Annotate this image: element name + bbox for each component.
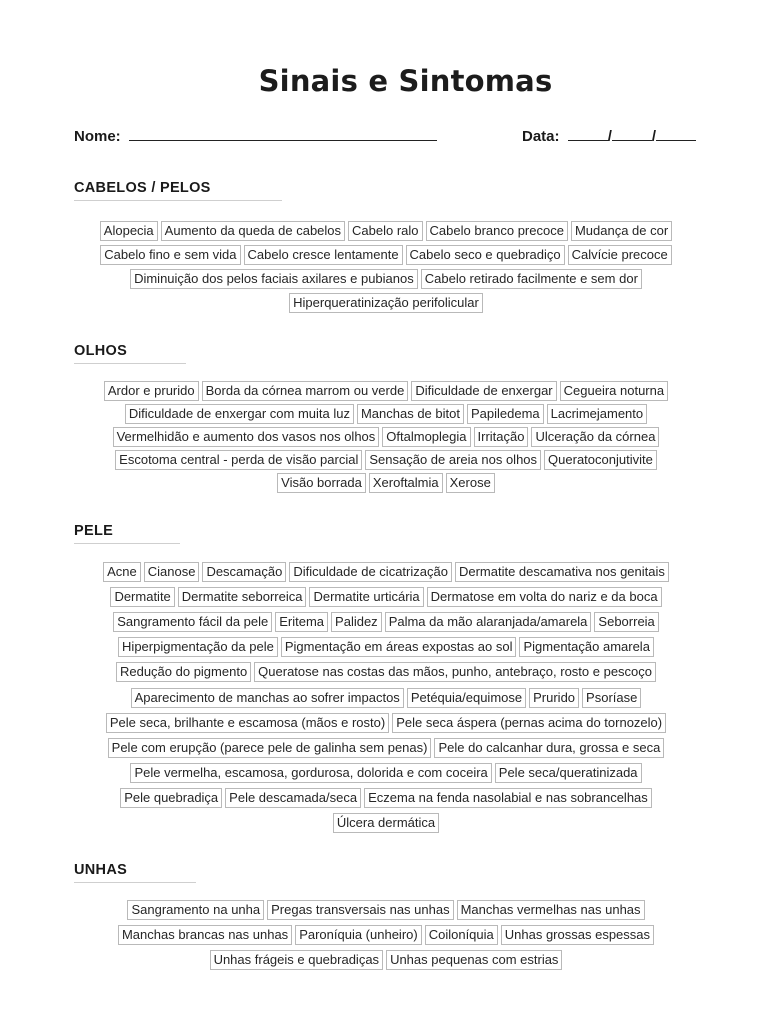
symptom-row bbox=[66, 243, 706, 267]
date-field[interactable] bbox=[522, 126, 696, 145]
symptom-chip[interactable]: Úlcera dermática bbox=[333, 813, 439, 833]
date-year-line[interactable] bbox=[656, 126, 696, 141]
symptom-chip[interactable]: Prurido bbox=[529, 688, 579, 708]
date-separator: / bbox=[651, 128, 657, 145]
symptom-chip[interactable]: Cegueira noturna bbox=[560, 381, 668, 401]
symptom-chip[interactable]: Unhas grossas espessas bbox=[501, 925, 654, 945]
section-divider bbox=[74, 882, 196, 883]
symptom-chip[interactable]: Vermelhidão e aumento dos vasos nos olhos bbox=[113, 427, 380, 447]
date-day-line[interactable] bbox=[568, 126, 608, 141]
symptom-chip[interactable]: Xeroftalmia bbox=[369, 473, 443, 493]
section-title-olhos: OLHOS bbox=[74, 343, 128, 359]
section-title-cabelos: CABELOS / PELOS bbox=[74, 180, 211, 196]
symptom-chip[interactable]: Hiperpigmentação da pele bbox=[118, 637, 278, 657]
symptom-chip[interactable]: Calvície precoce bbox=[568, 245, 672, 265]
symptom-chip[interactable]: Diminuição dos pelos faciais axilares e pubianos bbox=[130, 269, 418, 289]
symptom-chip[interactable]: Sangramento na unha bbox=[127, 900, 264, 920]
symptom-chip[interactable]: Cianose bbox=[144, 562, 200, 582]
section-unhas-items bbox=[66, 897, 706, 972]
symptom-chip[interactable]: Dermatite descamativa nos genitais bbox=[455, 562, 669, 582]
symptom-chip[interactable]: Dificuldade de enxergar bbox=[411, 381, 556, 401]
symptom-chip[interactable]: Coiloníquia bbox=[425, 925, 498, 945]
symptom-chip[interactable]: Pele seca/queratinizada bbox=[495, 763, 642, 783]
section-divider bbox=[74, 363, 186, 364]
symptom-chip[interactable]: Dificuldade de cicatrização bbox=[289, 562, 452, 582]
symptom-chip[interactable]: Psoríase bbox=[582, 688, 641, 708]
symptom-row bbox=[66, 947, 706, 972]
symptom-chip[interactable]: Acne bbox=[103, 562, 141, 582]
symptom-chip[interactable]: Mudança de cor bbox=[571, 221, 672, 241]
symptom-row bbox=[66, 660, 706, 685]
symptom-chip[interactable]: Sensação de areia nos olhos bbox=[365, 450, 541, 470]
symptom-chip[interactable]: Cabelo retirado facilmente e sem dor bbox=[421, 269, 642, 289]
section-title-unhas: UNHAS bbox=[74, 862, 128, 878]
symptom-chip[interactable]: Pigmentação em áreas expostas ao sol bbox=[281, 637, 517, 657]
symptom-chip[interactable]: Pele descamada/seca bbox=[225, 788, 361, 808]
section-cabelos-items bbox=[66, 219, 706, 315]
symptom-chip[interactable]: Dermatite bbox=[110, 587, 174, 607]
symptom-chip[interactable]: Seborreia bbox=[594, 612, 658, 632]
symptom-chip[interactable]: Eritema bbox=[275, 612, 328, 632]
name-line[interactable] bbox=[129, 126, 437, 141]
symptom-chip[interactable]: Irritação bbox=[474, 427, 529, 447]
symptom-chip[interactable]: Paroníquia (unheiro) bbox=[295, 925, 422, 945]
symptom-chip[interactable]: Manchas brancas nas unhas bbox=[118, 925, 292, 945]
symptom-chip[interactable]: Pele seca áspera (pernas acima do tornozelo) bbox=[392, 713, 666, 733]
symptom-chip[interactable]: Dermatite urticária bbox=[309, 587, 423, 607]
symptom-row bbox=[66, 710, 706, 735]
symptom-chip[interactable]: Pigmentação amarela bbox=[519, 637, 653, 657]
symptom-chip[interactable]: Cabelo branco precoce bbox=[426, 221, 568, 241]
symptom-chip[interactable]: Aparecimento de manchas ao sofrer impactos bbox=[131, 688, 404, 708]
symptom-chip[interactable]: Redução do pigmento bbox=[116, 662, 251, 682]
symptom-chip[interactable]: Oftalmoplegia bbox=[382, 427, 470, 447]
symptom-chip[interactable]: Hiperqueratinização perifolicular bbox=[289, 293, 483, 313]
symptom-chip[interactable]: Dermatite seborreica bbox=[178, 587, 307, 607]
symptom-row bbox=[66, 635, 706, 660]
symptom-chip[interactable]: Lacrimejamento bbox=[547, 404, 648, 424]
symptom-chip[interactable]: Cabelo fino e sem vida bbox=[100, 245, 240, 265]
symptom-chip[interactable]: Ulceração da córnea bbox=[531, 427, 659, 447]
section-pele-items bbox=[66, 559, 706, 836]
symptom-chip[interactable]: Cabelo seco e quebradiço bbox=[406, 245, 565, 265]
symptom-chip[interactable]: Descamação bbox=[202, 562, 286, 582]
symptom-chip[interactable]: Eczema na fenda nasolabial e nas sobrancelhas bbox=[364, 788, 652, 808]
symptom-row bbox=[66, 559, 706, 584]
date-separator: / bbox=[607, 128, 612, 145]
symptom-chip[interactable]: Queratoconjutivite bbox=[544, 450, 657, 470]
symptom-chip[interactable]: Unhas frágeis e quebradiças bbox=[210, 950, 384, 970]
symptom-chip[interactable]: Visão borrada bbox=[277, 473, 366, 493]
symptom-row bbox=[66, 291, 706, 315]
symptom-chip[interactable]: Palidez bbox=[331, 612, 382, 632]
symptom-chip[interactable]: Escotoma central - perda de visão parcial bbox=[115, 450, 362, 470]
symptom-row bbox=[66, 609, 706, 634]
symptom-chip[interactable]: Papiledema bbox=[467, 404, 544, 424]
symptom-row bbox=[66, 267, 706, 291]
symptom-row bbox=[66, 786, 706, 811]
symptom-row bbox=[66, 685, 706, 710]
symptom-chip[interactable]: Cabelo cresce lentamente bbox=[244, 245, 403, 265]
section-divider bbox=[74, 543, 180, 544]
symptom-chip[interactable]: Cabelo ralo bbox=[348, 221, 423, 241]
symptom-chip[interactable]: Pele do calcanhar dura, grossa e seca bbox=[434, 738, 664, 758]
symptom-chip[interactable]: Pele quebradiça bbox=[120, 788, 222, 808]
symptom-row bbox=[66, 897, 706, 922]
symptom-chip[interactable]: Xerose bbox=[446, 473, 495, 493]
section-divider bbox=[74, 200, 282, 201]
symptom-chip[interactable]: Ardor e prurido bbox=[104, 381, 199, 401]
section-title-pele: PELE bbox=[74, 523, 114, 539]
symptom-chip[interactable]: Pele com erupção (parece pele de galinha sem penas) bbox=[108, 738, 432, 758]
name-field[interactable] bbox=[74, 126, 437, 145]
symptom-row bbox=[66, 448, 706, 471]
symptom-row bbox=[66, 584, 706, 609]
symptom-row bbox=[66, 735, 706, 760]
symptom-row bbox=[66, 761, 706, 786]
symptom-chip[interactable]: Sangramento fácil da pele bbox=[113, 612, 272, 632]
symptom-row bbox=[66, 471, 706, 494]
date-month-line[interactable] bbox=[612, 126, 652, 141]
symptom-chip[interactable]: Queratose nas costas das mãos, punho, antebraço, rosto e pescoço bbox=[254, 662, 656, 682]
symptom-row bbox=[66, 402, 706, 425]
page-title: Sinais e Sintomas bbox=[258, 64, 553, 98]
symptom-chip[interactable]: Pregas transversais nas unhas bbox=[267, 900, 453, 920]
symptom-row bbox=[66, 811, 706, 836]
symptom-row bbox=[66, 379, 706, 402]
symptom-chip[interactable]: Manchas vermelhas nas unhas bbox=[457, 900, 645, 920]
symptom-chip[interactable]: Palma da mão alaranjada/amarela bbox=[385, 612, 592, 632]
symptom-row bbox=[66, 922, 706, 947]
symptom-row bbox=[66, 219, 706, 243]
symptom-chip[interactable]: Unhas pequenas com estrias bbox=[386, 950, 562, 970]
symptom-chip[interactable]: Aumento da queda de cabelos bbox=[161, 221, 345, 241]
symptom-chip[interactable]: Alopecia bbox=[100, 221, 158, 241]
symptom-chip[interactable]: Dermatose em volta do nariz e da boca bbox=[427, 587, 662, 607]
symptom-chip[interactable]: Dificuldade de enxergar com muita luz bbox=[125, 404, 354, 424]
symptom-chip[interactable]: Borda da córnea marrom ou verde bbox=[202, 381, 409, 401]
section-olhos-items bbox=[66, 379, 706, 494]
symptom-row bbox=[66, 425, 706, 448]
name-label: Nome: bbox=[74, 128, 121, 145]
symptom-chip[interactable]: Pele seca, brilhante e escamosa (mãos e rosto) bbox=[106, 713, 389, 733]
symptom-chip[interactable]: Manchas de bitot bbox=[357, 404, 464, 424]
symptom-chip[interactable]: Petéquia/equimose bbox=[407, 688, 526, 708]
symptom-chip[interactable]: Pele vermelha, escamosa, gordurosa, dolorida e com coceira bbox=[130, 763, 491, 783]
date-label: Data: bbox=[522, 128, 560, 145]
